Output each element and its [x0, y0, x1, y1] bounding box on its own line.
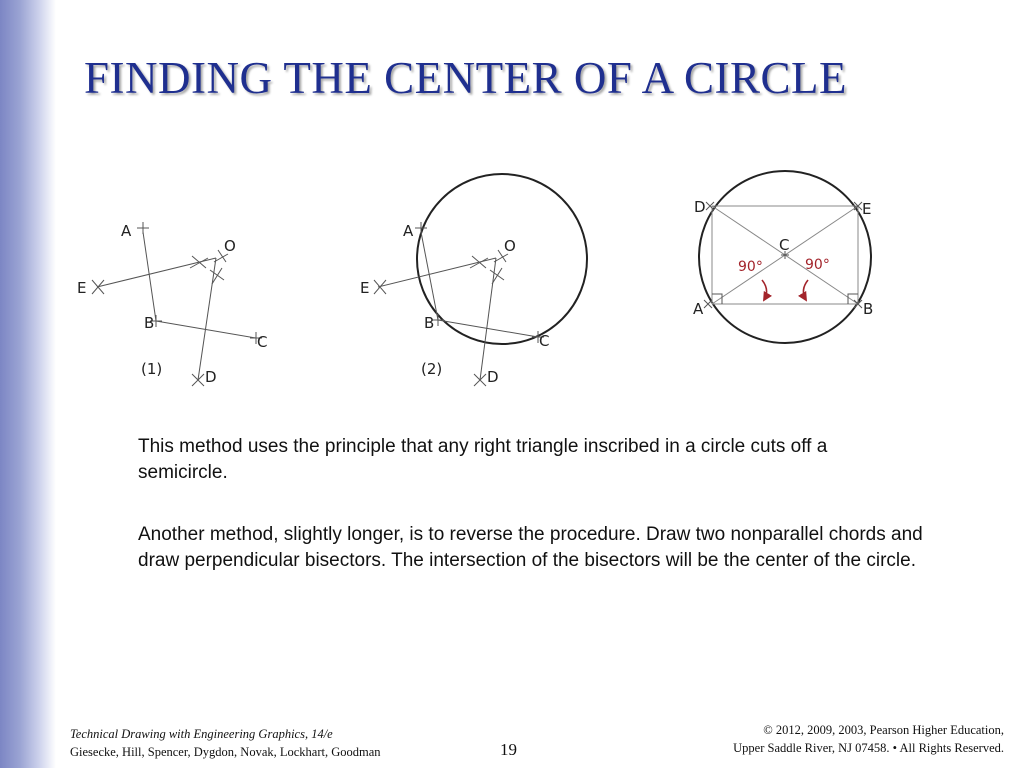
fig3-angle-label-right: 90° [805, 257, 830, 273]
footer-left [70, 725, 381, 761]
slide-title: FINDING THE CENTER OF A CIRCLE [84, 53, 847, 103]
fig1-label-a: A [121, 222, 132, 240]
fig3-mark-a [704, 300, 712, 308]
fig1-label-c: C [257, 333, 268, 351]
fig3-angle-label-left: 90° [738, 259, 763, 275]
fig2-label-o: O [504, 237, 516, 255]
fig1-bisector-eo [97, 258, 216, 287]
fig2-arc-2 [490, 268, 504, 284]
fig3-angle-arc-left [762, 280, 767, 300]
fig2-label-b: B [424, 314, 435, 332]
footer-right [733, 721, 1004, 757]
fig1-mark-a [137, 222, 149, 234]
fig2-label-a: A [403, 222, 414, 240]
fig3-angle-arc-right [803, 280, 808, 300]
fig3-label-d: D [694, 198, 706, 216]
fig3-label-a: A [693, 300, 704, 318]
fig2-bisector-eo [378, 258, 496, 287]
fig1-label-d: D [205, 368, 217, 386]
fig1-label-o: O [224, 237, 236, 255]
paragraph-2: Another method, slightly longer, is to reverse the procedure. Draw two nonparallel chords and draw perpendicular bisectors. The intersection of the bisectors will be the center of the circle. [138, 524, 923, 571]
figure-2 [374, 174, 587, 386]
paragraph-1: This method uses the principle that any right triangle inscribed in a circle cuts off a semicircle. [138, 436, 828, 483]
fig1-chord-ab [143, 232, 156, 321]
fig1-arc-e [92, 280, 104, 294]
fig1-label-e: E [77, 279, 87, 297]
page-number: 19 [500, 740, 517, 759]
fig3-label-b: B [863, 300, 874, 318]
fig2-bisector-od [480, 258, 496, 380]
fig2-arc-1 [470, 256, 488, 268]
footer-authors: Giesecke, Hill, Spencer, Dygdon, Novak, Lockhart, Goodman [70, 745, 381, 759]
fig3-label-e: E [862, 200, 872, 218]
fig2-circle [417, 174, 587, 344]
fig3-label-c: C [779, 236, 790, 254]
fig1-bisector-od [198, 258, 216, 380]
fig2-label-e: E [360, 279, 370, 297]
figure-1 [92, 222, 262, 386]
fig1-arc-1 [190, 256, 208, 268]
footer-copyright-line1: © 2012, 2009, 2003, Pearson Higher Education, [763, 723, 1004, 737]
fig2-label-c: C [539, 332, 550, 350]
fig2-arc-e [374, 280, 386, 294]
fig2-caption: (2) [421, 360, 443, 378]
fig2-label-d: D [487, 368, 499, 386]
footer-book-title: Technical Drawing with Engineering Graphics, 14/e [70, 727, 333, 741]
fig1-caption: (1) [141, 360, 163, 378]
fig2-arc-d [474, 374, 486, 386]
fig1-arc-d [192, 374, 204, 386]
fig1-label-b: B [144, 314, 155, 332]
footer-copyright-line2: Upper Saddle River, NJ 07458. • All Rights Reserved. [733, 741, 1004, 755]
figure-3 [699, 171, 874, 343]
